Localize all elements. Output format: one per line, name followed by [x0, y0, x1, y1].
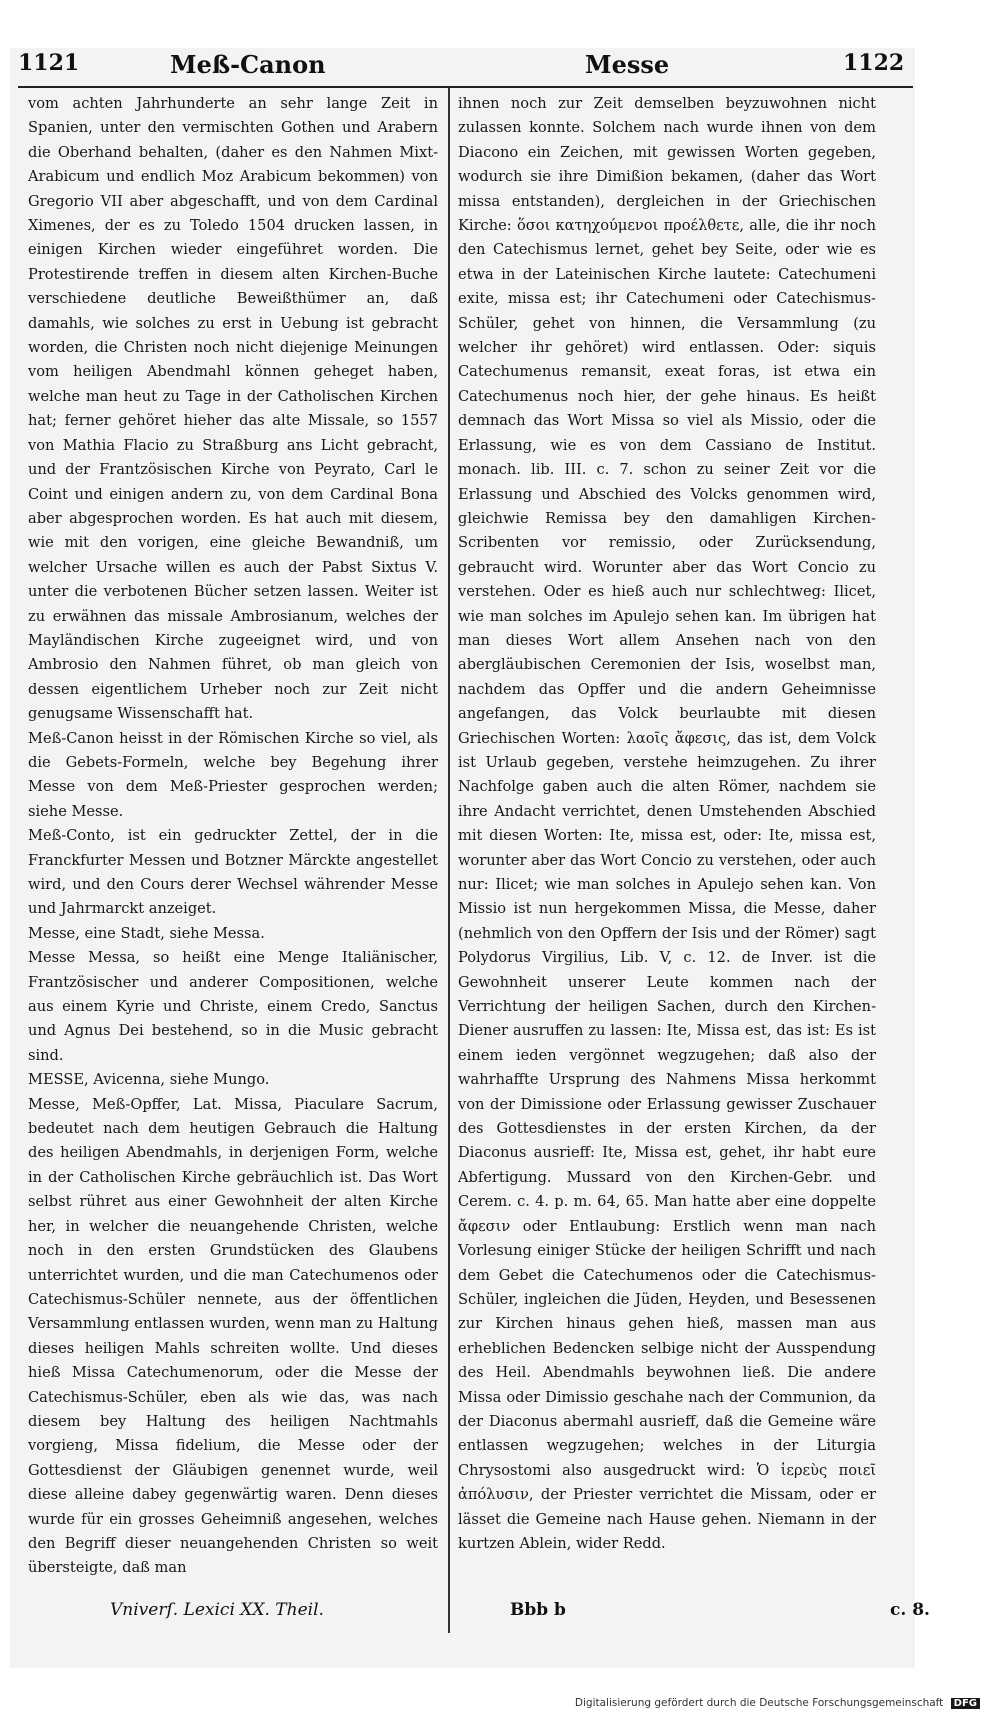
page-number-right: 1122: [843, 50, 905, 76]
entry-messe-messa: Messe Messa, so heißt eine Menge Italiänischer, Frantzösischer und anderer Compositionen, welche aus einem Kyrie und Christe, einem Credo, Sanctus und Agnus Dei bestehend, so in die Music gebracht sind.: [28, 949, 438, 1064]
text-paragraph: vom achten Jahrhunderte an sehr lange Zeit in Spanien, unter den vermischten Gothen und Arabern die Oberhand behalten, (daher es den Nahmen Mixt-Arabicum und endlich Moz Arabicum bekommen) von Gregorio VII aber abgeschafft, und von dem Cardinal Ximenes, der es zu Toledo 1504 drucken lassen, in einigen Kirchen wieder eingeführet worden. Die Protestirende treffen in diesem alten Kirchen-Buche verschiedene deutliche Beweißthümer an, daß damahls, wie solches zu erst in Uebung ist gebracht worden, die Christen noch nicht diejenige Meinungen vom heiligen Abendmahl können geheget haben, welche man heut zu Tage in der Catholischen Kirchen hat; ferner gehöret hieher das alte Missale, so 1557 von Mathia Flacio zu Straßburg ans Licht gebracht, und der Frantzösischen Kirche von Peyrato, Carl le Coint und einigen andern zu, von dem Cardinal Bona aber abgesprochen worden. Es hat auch mit diesem, wie mit den vorigen, eine gleiche Bewandniß, um welcher Ursache willen es auch der Pabst Sixtus V. unter die verbotenen Bücher setzen lassen. Weiter ist zu erwähnen das missale Ambrosianum, welches der Mayländischen Kirche zugeeignet wird, und von Ambrosio den Nahmen führet, ob man gleich von dessen eigentlichem Urheber noch zur Zeit nicht genugsame Wissenschafft hat.: [28, 95, 438, 723]
entry-mess-conto: Meß-Conto, ist ein gedruckter Zettel, der in die Franckfurter Messen und Botzner Märckte angestellet wird, und den Cours derer Wechsel währender Messe und Jahrmarckt anzeiget.: [28, 827, 438, 918]
text-paragraph: ihnen noch zur Zeit demselben beyzuwohnen nicht zulassen konnte. Solchem nach wurde ihnen von dem Diacono ein Zeichen, mit gewissen Worten gegeben, wodurch sie ihre Dimißion bekamen, (daher das Wort missa entstanden), dergleichen in der Griechischen Kirche: ὅσοι κατηχούμενοι προέλθετε, alle, die ihr noch den Catechismus lernet, gehet bey Seite, oder wie es etwa in der Lateinischen Kirche lautete: Catechumeni exite, missa est; ihr Catechumeni oder Catechismus-Schüler, gehet von hinnen, die Versammlung (zu welcher ihr gehöret) wird entlassen. Oder: siquis Catechumenus remansit, exeat foras, ist etwa ein Catechumenus noch hier, der gehe hinaus. Es heißt demnach das Wort Missa so viel als Missio, oder die Erlassung, wie es von dem Cassiano de Institut. monach. lib. III. c. 7. schon zu seiner Zeit vor die Erlassung und Abschied des Volcks genommen wird, gleichwie Remissa bey den damahligen Kirchen-Scribenten vor remissio, oder Zurücksendung, gebraucht wird. Worunter aber das Wort Concio zu verstehen. Oder es hieß auch nur schlechtweg: Ilicet, wie man solches im Apulejo sehen kan. Im übrigen hat man dieses Wort allem Ansehen nach von den abergläubischen Ceremonien der Isis, woselbst man, nachdem das Opffer und die andern Geheimnisse angefangen, das Volck beurlaubte mit diesen Griechischen Worten: λαοῖς ἄφεσις, das ist, dem Volck ist Urlaub gegeben, verstehe heimzugehen. Zu ihrer Nachfolge gaben auch die alten Römer, nachdem sie ihre Andacht verrichtet, denen Umstehenden Abschied mit diesen Worten: Ite, missa est, oder: Ite, missa est, worunter aber das Wort Concio zu verstehen, oder auch nur: Ilicet; wie man solches in Apulejo sehen kan. Von Missio ist nun hergekommen Missa, die Messe, daher (nehmlich von den Opffern der Isis und der Römer) sagt Polydorus Virgilius, Lib. V, c. 12. de Inver. ist die Gewohnheit unserer Leute kommen nach der Verrichtung der heiligen Sachen, durch den Kirchen-Diener ausruffen zu lassen: Ite, Missa est, das ist: Es ist einem ieden vergönnet wegzugehen; daß also der wahrhaffte Ursprung des Nahmens Missa herkommt von der Dimissione oder Erlassung gewisser Zuschauer des Gottesdienstes in der ersten Kirchen, da der Diaconus ausrieff: Ite, Missa est, gehet, ihr habt eure Abfertigung. Mussard von den Kirchen-Gebr. und Cerem. c. 4. p. m. 64, 65. Man hatte aber eine doppelte ἄφεσιν oder Entlaubung: Erstlich wenn man nach Vorlesung einiger Stücke der heiligen Schrifft und nach dem Gebet die Catechumenos oder die Catechismus-Schüler, ingleichen die Jüden, Heyden, und Besessenen zur Kirchen hinaus gehen hieß, massen man aus erheblichen Bedencken selbige nicht der Ausspendung des Heil. Abendmahls beywohnen ließ. Die andere Missa oder Dimissio geschahe nach der Communion, da der Diaconus abermahl ausrieff, daß die Gemeine wäre entlassen wegzugehen; welches in der Liturgia Chrysostomi also ausgedruckt wird: Ὁ ἱερεὺς ποιεῖ ἀπόλυσιν, der Priester verrichtet die Missam, oder er lässet die Gemeine nach Hause gehen. Niemann in der kurtzen Ablein, wider Redd.: [458, 95, 876, 1552]
page-number-left: 1121: [18, 50, 80, 76]
running-title-left: Meß-Canon: [170, 50, 326, 79]
entry-messe-stadt: Messe, eine Stadt, siehe Messa.: [28, 924, 265, 942]
column-divider: [448, 88, 450, 1633]
running-title-right: Messe: [585, 50, 670, 79]
right-column: [458, 92, 876, 1556]
left-column: [28, 92, 438, 1581]
volume-signature: Vniverſ. Lexici XX. Theil.: [110, 1600, 324, 1620]
header-rule: [18, 86, 913, 88]
sheet-signature: Bbb b: [510, 1600, 566, 1620]
catchword: c. 8.: [890, 1600, 930, 1620]
entry-messe-avicenna: MESSE, Avicenna, siehe Mungo.: [28, 1071, 270, 1089]
digitization-credit: [560, 1697, 980, 1715]
dfg-logo: DFG: [951, 1698, 980, 1709]
entry-mess-canon: Meß-Canon heisst in der Römischen Kirche so viel, als die Gebets-Formeln, welche bey Begehung ihrer Messe von dem Meß-Priester gesprochen werden; siehe Messe.: [28, 729, 438, 820]
credit-text: Digitalisierung gefördert durch die Deutsche Forschungsgemeinschaft: [574, 1697, 944, 1709]
entry-messe-opffer: Messe, Meß-Opffer, Lat. Missa, Piaculare Sacrum, bedeutet nach dem heutigen Gebrauch die Haltung des heiligen Abendmahls, in derjenigen Form, welche in der Catholischen Kirche gebräuchlich ist. Das Wort selbst rühret aus einer Gewohnheit der alten Kirche her, in welcher die neuangehende Christen, welche noch in den ersten Grundstücken des Glaubens unterrichtet wurden, und die man Catechumenos oder Catechismus-Schüler nennete, aus der öffentlichen Versammlung entlassen wurden, wenn man zu Haltung dieses heiligen Mahls schreiten wollte. Und dieses hieß Missa Catechumenorum, oder die Messe der Catechismus-Schüler, eben als wie das, was nach diesem bey Haltung des heiligen Nachtmahls vorgieng, Missa fidelium, die Messe oder der Gottesdienst der Gläubigen genennet wurde, weil diese alleine dabey gegenwärtig waren. Denn dieses wurde für ein grosses Geheimniß angesehen, welches den Begriff dieser neuangehenden Christen so weit übersteigte, daß man: [28, 1095, 438, 1577]
